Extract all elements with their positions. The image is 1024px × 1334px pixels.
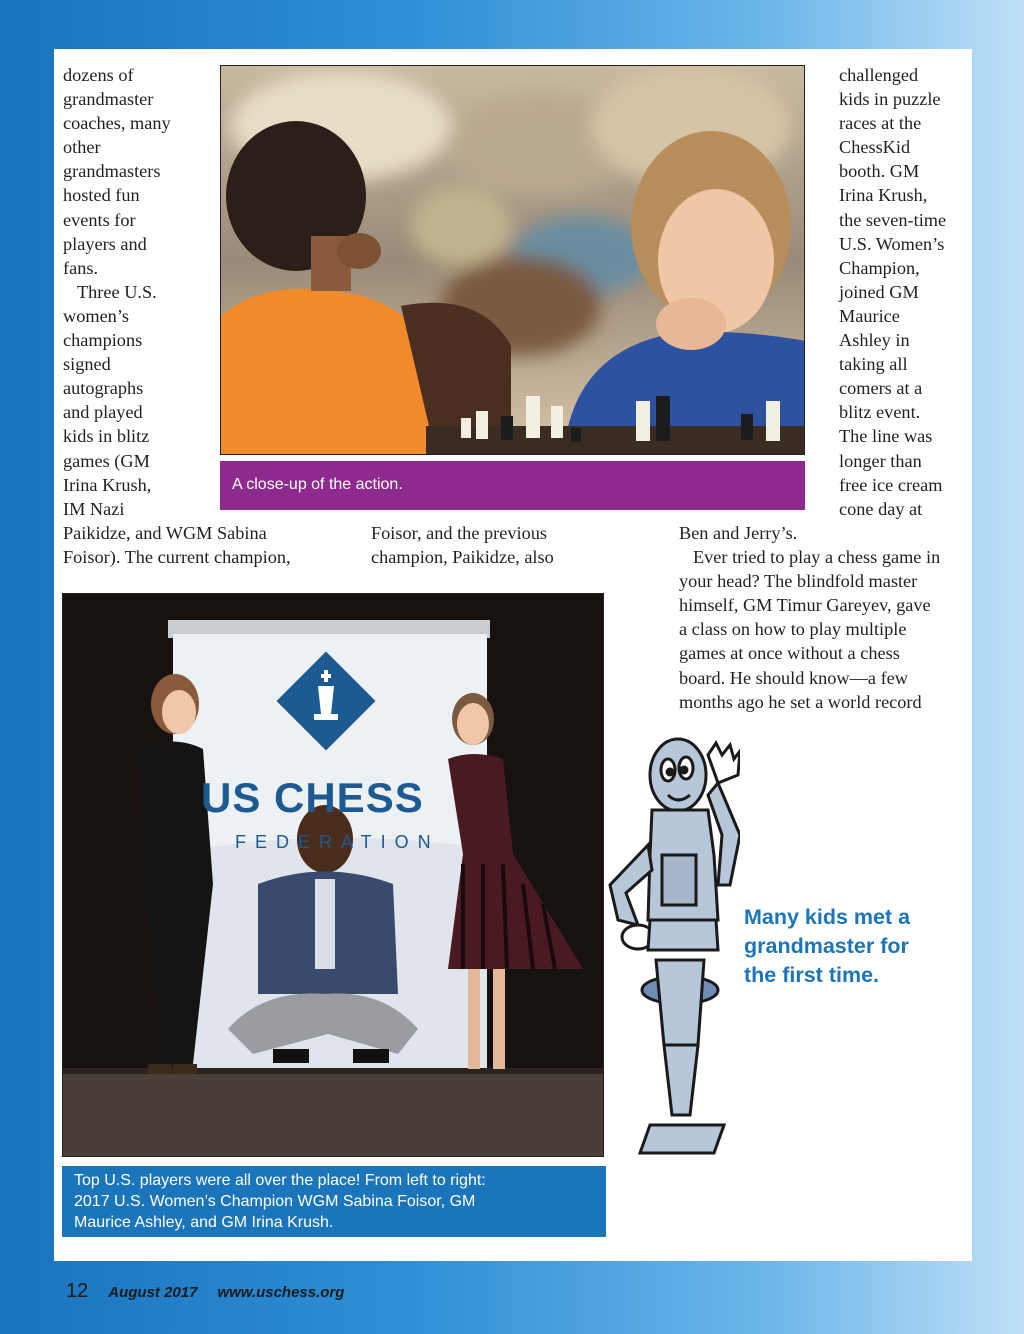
group-photo-illustration xyxy=(63,594,604,1157)
article-paragraph: Three U.S. women’s champions signed autographs and played kids in blitz games (GM Irina Krush, IM Nazi xyxy=(63,281,157,519)
banner-title: US CHESS xyxy=(201,774,424,821)
article-paragraph: Ben and Jerry’s. xyxy=(679,523,798,543)
chess-robot-mascot xyxy=(590,735,740,1155)
article-column-right-wide xyxy=(679,521,969,714)
article-paragraph: dozens of grandmaster coaches, many other grandmasters hosted fun events for players and fans. xyxy=(63,65,171,278)
article-column-left xyxy=(63,63,213,521)
photo-caption: Top U.S. players were all over the place! From left to right: 2017 U.S. Women’s Champion WGM Sabina Foisor, GM Maurice Ashley, and GM Irina Krush. xyxy=(62,1166,606,1237)
pull-quote: Many kids met a grandmaster for the first time. xyxy=(744,905,911,987)
website-link[interactable]: www.uschess.org xyxy=(217,1284,345,1301)
photo-caption: A close-up of the action. xyxy=(220,461,805,510)
article-paragraph: Paikidze, and WGM Sabina Foisor). The current champion, xyxy=(63,523,291,568)
chess-closeup-illustration xyxy=(221,66,805,455)
article-column-right xyxy=(839,63,969,521)
page-footer xyxy=(66,1280,364,1310)
us-chess-group-photo xyxy=(62,593,604,1157)
chess-closeup-photo xyxy=(220,65,805,455)
article-column-middle xyxy=(371,521,671,569)
issue-date: August 2017 xyxy=(108,1284,198,1301)
banner-subtitle: FEDERATION xyxy=(235,832,440,852)
article-paragraph: Foisor, and the previous champion, Paikidze, also xyxy=(371,523,554,568)
article-paragraph: Ever tried to play a chess game in your head? The blindfold master himself, GM Timur Gareyev, gave a class on how to play multiple games at once without a chess board. He should know—a few months ago he set a world record xyxy=(679,547,941,712)
page-number: 12 xyxy=(66,1280,89,1302)
article-paragraph: challenged kids in puzzle races at the ChessKid booth. GM Irina Krush, the seven-time U.S. Women’s Champion, joined GM Maurice Ashley in taking all comers at a blitz event. The line was longer than free ice cream cone day at xyxy=(839,65,947,519)
article-column-left-wide xyxy=(63,521,363,569)
